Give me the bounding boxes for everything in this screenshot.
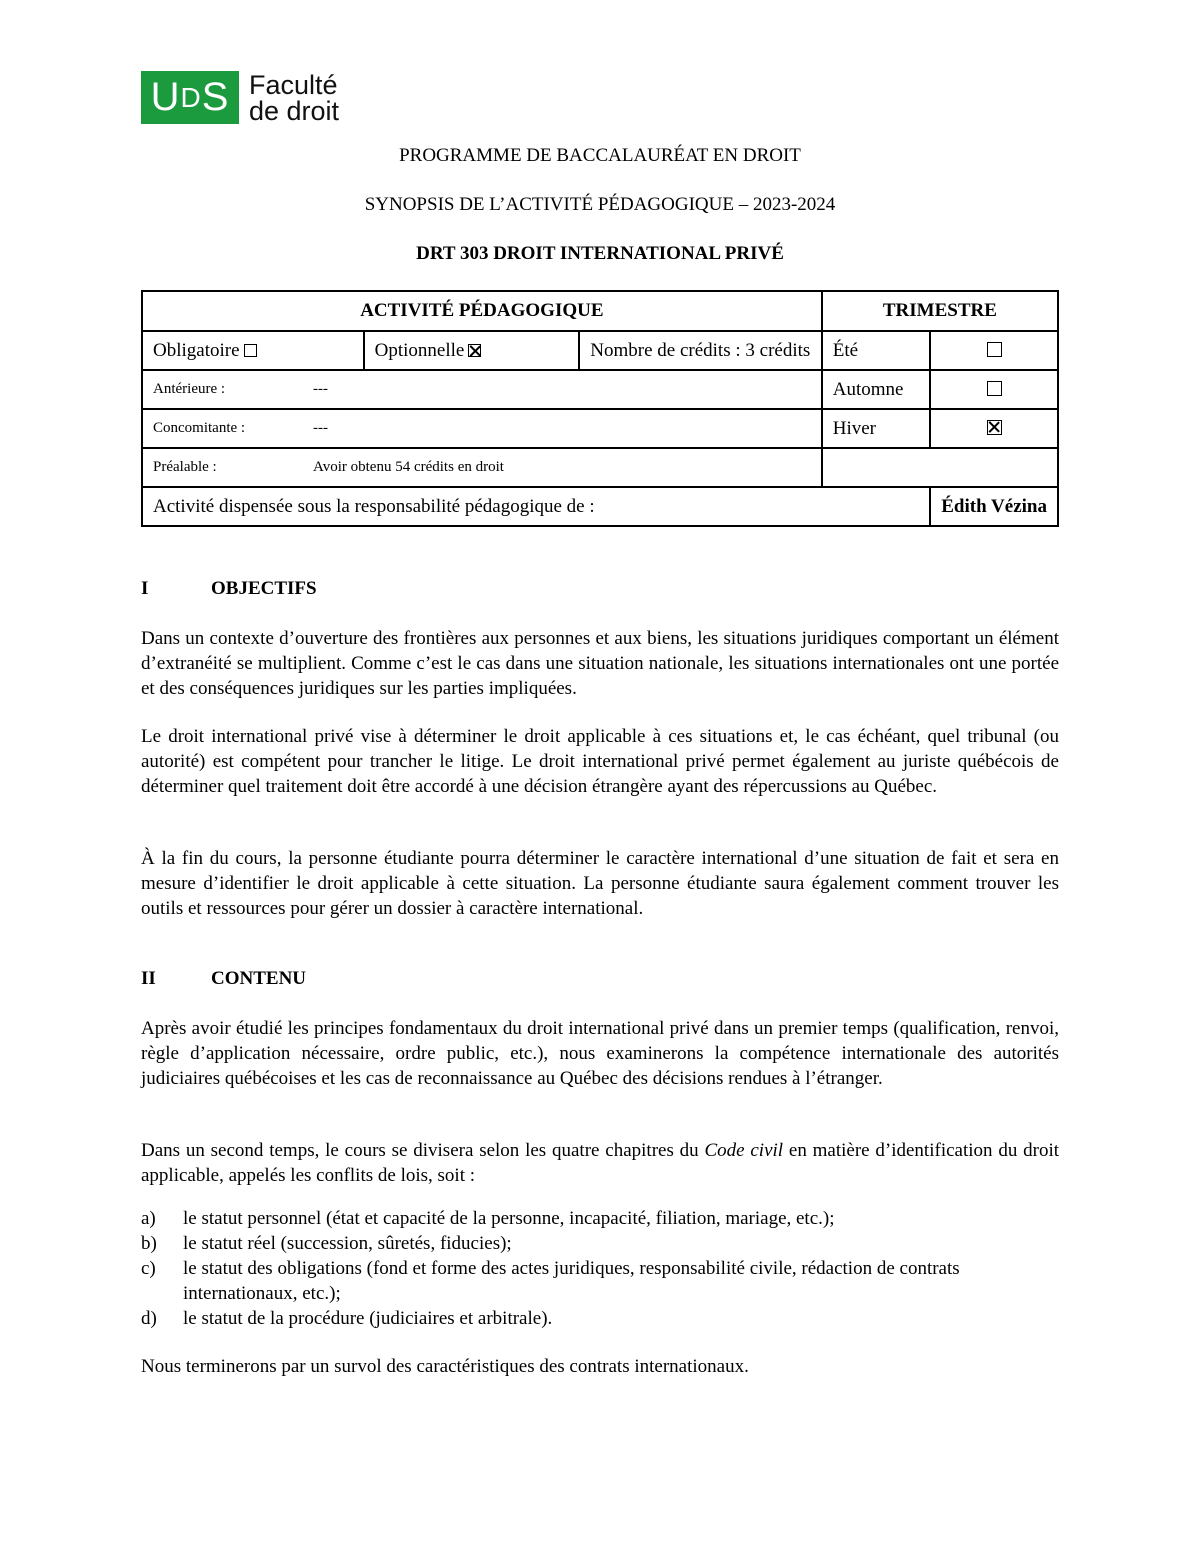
list-item xyxy=(141,1206,1059,1231)
section-1-paragraph-2: Le droit international privé vise à déterminer le droit applicable à ces situations et, le cas échéant, quel tribunal (ou autorité) est compétent pour trancher le litige. Le droit international privé permet également au juriste québécois de déterminer quel traitement doit être accordé à une décision étrangère ayant des répercussions au Québec. xyxy=(141,726,1059,797)
list-item-label: c) xyxy=(141,1258,156,1279)
code-civil-italic: Code civil xyxy=(704,1140,784,1161)
list-item-text: le statut personnel (état et capacité de la personne, incapacité, filiation, mariage, etc.); xyxy=(183,1208,835,1229)
section-1-heading xyxy=(141,578,317,600)
mandatory-label: Obligatoire xyxy=(153,339,240,361)
section-2-paragraph-1: Après avoir étudié les principes fondamentaux du droit international privé dans un premier temps (qualification, renvoi, règle d’application nécessaire, ordre public, etc.), nous examinerons la compétence internationale des autorités judiciaires québécoises et les cas de reconnaissance au Québec des décisions rendues à l’étranger. xyxy=(141,1018,1059,1089)
term-checkbox-summer xyxy=(987,342,1002,357)
concurrent-value: --- xyxy=(313,420,328,436)
program-title: PROGRAMME DE BACCALAURÉAT EN DROIT xyxy=(399,145,801,166)
term-label-autumn: Automne xyxy=(822,370,930,409)
list-item-text: le statut des obligations (fond et forme des actes juridiques, responsabilité civile, rédaction de contrats internationaux, etc.); xyxy=(183,1258,960,1304)
list-item xyxy=(141,1306,1059,1331)
empty-term-cell xyxy=(822,448,1058,487)
list-item-label: d) xyxy=(141,1308,157,1329)
mandatory-cell xyxy=(142,331,364,370)
prior-value: --- xyxy=(313,381,328,397)
list-item-text: le statut de la procédure (judiciaires et arbitrale). xyxy=(183,1308,553,1329)
term-checkbox-cell-summer xyxy=(930,331,1058,370)
term-checkbox-winter xyxy=(987,420,1002,435)
term-checkbox-cell-winter xyxy=(930,409,1058,448)
prereq-value: Avoir obtenu 54 crédits en droit xyxy=(313,459,504,475)
activity-table xyxy=(141,290,1059,527)
term-label-winter: Hiver xyxy=(822,409,930,448)
section-1-paragraph-1: Dans un contexte d’ouverture des frontières aux personnes et aux biens, les situations juridiques comportant un élément d’extranéité se multiplient. Comme c’est le cas dans une situation nationale, les situations internationales ont une portée et des conséquences juridiques sur les parties impliquées. xyxy=(141,628,1059,699)
logo-letter-u: U xyxy=(150,75,181,119)
prereq-row xyxy=(142,448,822,487)
optional-label: Optionnelle xyxy=(374,339,465,361)
concurrent-row xyxy=(142,409,822,448)
section-2-paragraph-3: Nous terminerons par un survol des caractéristiques des contrats internationaux. xyxy=(141,1356,749,1377)
term-label-summer: Été xyxy=(822,331,930,370)
activity-header: ACTIVITÉ PÉDAGOGIQUE xyxy=(142,291,822,331)
section-2-paragraph-2-end: en matière d’identification du droit applicable, appelés les conflits de lois, soit : xyxy=(141,1140,1060,1186)
logo-letter-d: D xyxy=(180,81,202,113)
prereq-label: Préalable : xyxy=(153,459,217,475)
synopsis-title: SYNOPSIS DE L’ACTIVITÉ PÉDAGOGIQUE – 2023-2024 xyxy=(364,194,836,215)
list-item xyxy=(141,1231,1059,1256)
conflict-of-laws-list xyxy=(141,1206,1059,1331)
credits-cell: Nombre de crédits : 3 crédits xyxy=(579,331,821,370)
logo-text xyxy=(249,69,340,126)
prior-label: Antérieure : xyxy=(153,381,226,397)
term-checkbox-cell-autumn xyxy=(930,370,1058,409)
optional-cell xyxy=(364,331,580,370)
concurrent-label: Concomitante : xyxy=(153,420,246,436)
list-item-text: le statut réel (succession, sûretés, fiducies); xyxy=(183,1233,512,1254)
term-checkbox-autumn xyxy=(987,381,1002,396)
section-2-number: II xyxy=(141,968,156,989)
list-item xyxy=(141,1256,1059,1306)
logo-line-2: de droit xyxy=(249,95,340,126)
responsibility-label: Activité dispensée sous la responsabilité pédagogique de : xyxy=(142,487,930,526)
optional-checkbox xyxy=(468,344,481,357)
responsible-name: Édith Vézina xyxy=(930,487,1058,526)
course-title: DRT 303 DROIT INTERNATIONAL PRIVÉ xyxy=(416,243,784,264)
list-item-label: a) xyxy=(141,1208,156,1229)
faculty-logo xyxy=(141,71,339,124)
list-item-label: b) xyxy=(141,1233,157,1254)
logo-letter-s: S xyxy=(201,75,230,119)
section-1-number: I xyxy=(141,578,149,599)
mandatory-checkbox xyxy=(244,344,257,357)
prior-row xyxy=(142,370,822,409)
logo-line-1: Faculté xyxy=(249,69,338,100)
section-2-heading xyxy=(141,968,306,990)
section-2-paragraph-2-start: Dans un second temps, le cours se divisera selon les quatre chapitres du xyxy=(141,1140,705,1161)
term-header: TRIMESTRE xyxy=(822,291,1058,331)
section-2-title: CONTENU xyxy=(211,968,307,989)
section-1-title: OBJECTIFS xyxy=(211,578,317,599)
section-2-paragraph-2 xyxy=(141,1138,1059,1188)
uds-logo-mark xyxy=(141,71,239,124)
section-1-paragraph-3: À la fin du cours, la personne étudiante pourra déterminer le caractère international d’une situation de fait et sera en mesure d’identifier le droit applicable à cette situation. La personne étudiante saura également comment trouver les outils et ressources pour gérer un dossier à caractère international. xyxy=(141,848,1059,919)
